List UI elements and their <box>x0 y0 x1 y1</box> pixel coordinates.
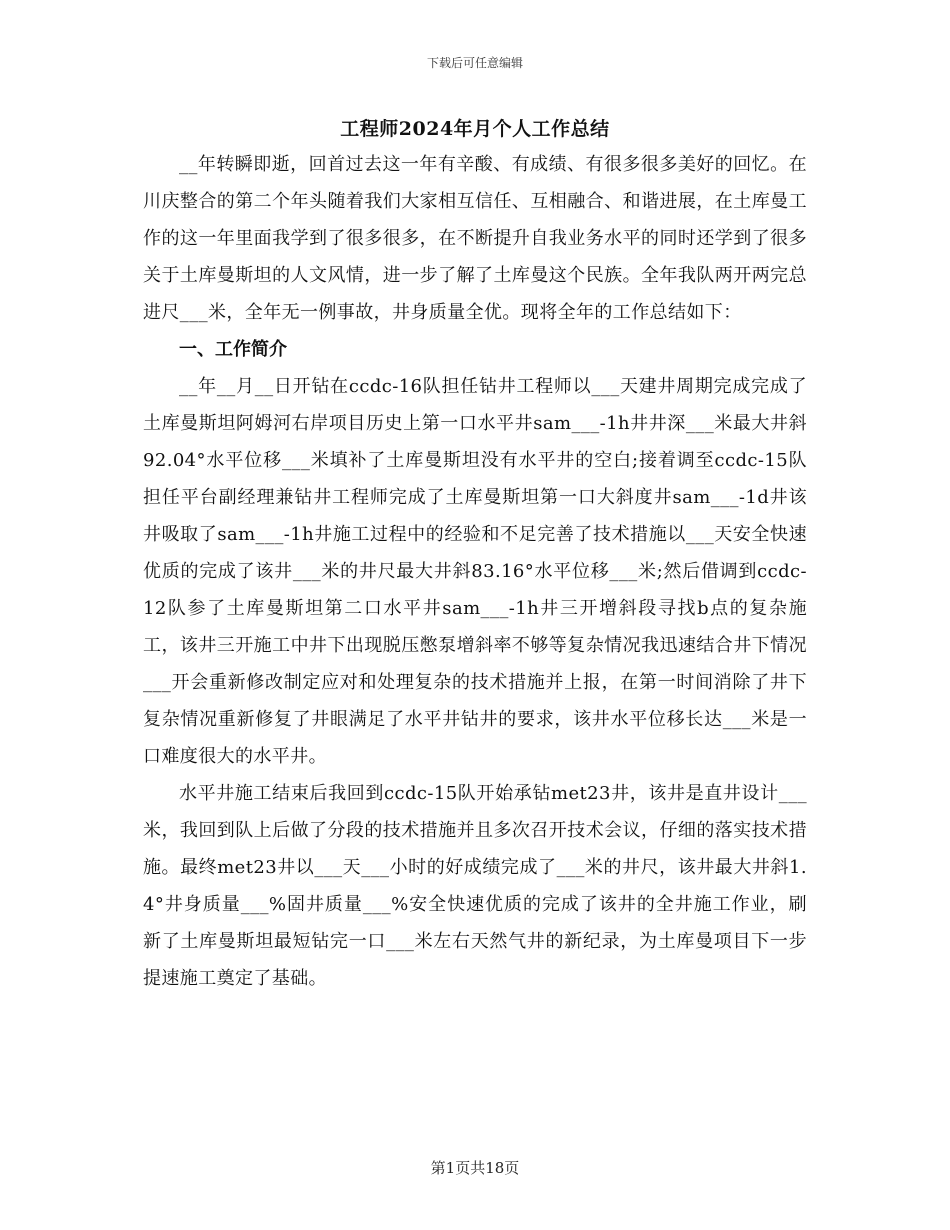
body-paragraph: 水平井施工结束后我回到ccdc-15队开始承钻met23井，该井是直井设计___米，我回到队上后做了分段的技术措施并且多次召开技术会议，仔细的落实技术措施。最终met23井以___天___小时的好成绩完成了___米的井尺，该井最大井斜1.4°井身质量___%固井质量___%安全快速优质的完成了该井的全井施工作业，刷新了土库曼斯坦最短钻完一口___米左右天然气井的新纪录，为土库曼项目下一步提速施工奠定了基础。 <box>143 783 807 989</box>
document-body <box>143 146 807 997</box>
page-number: 第1页共18页 <box>430 1159 520 1177</box>
section-heading: 一、工作简介 <box>179 339 287 360</box>
document-title: 工程师2024年月个人工作总结 <box>340 118 610 140</box>
body-paragraph: __年__月__日开钻在ccdc-16队担任钻井工程师以___天建井周期完成完成了土库曼斯坦阿姆河右岸项目历史上第一口水平井sam___-1h井井深___米最大井斜92.04°水平位移___米填补了土库曼斯坦没有水平井的空白;接着调至ccdc-15队担任平台副经理兼钻井工程师完成了土库曼斯坦第一口大斜度井sam___-1d井该井吸取了sam___-1h井施工过程中的经验和不足完善了技术措施以___天安全快速优质的完成了该井___米的井尺最大井斜83.16°水平位移___米;然后借调到ccdc-12队参了土库曼斯坦第二口水平井sam___-1h井三开增斜段寻找b点的复杂施工，该井三开施工中井下出现脱压憋泵增斜率不够等复杂情况我迅速结合井下情况___开会重新修改制定应对和处理复杂的技术措施并上报，在第一时间消除了井下复杂情况重新修复了井眼满足了水平井钻井的要求，该井水平位移长达___米是一口难度很大的水平井。 <box>143 376 807 767</box>
header-note: 下载后可任意编辑 <box>426 56 523 70</box>
intro-paragraph: __年转瞬即逝，回首过去这一年有辛酸、有成绩、有很多很多美好的回忆。在川庆整合的第二个年头随着我们大家相互信任、互相融合、和谐进展，在土库曼工作的这一年里面我学到了很多很多，在不断提升自我业务水平的同时还学到了很多关于土库曼斯坦的人文风情，进一步了解了土库曼这个民族。全年我队两开两完总进尺___米，全年无一例事故，井身质量全优。现将全年的工作总结如下： <box>143 154 807 323</box>
